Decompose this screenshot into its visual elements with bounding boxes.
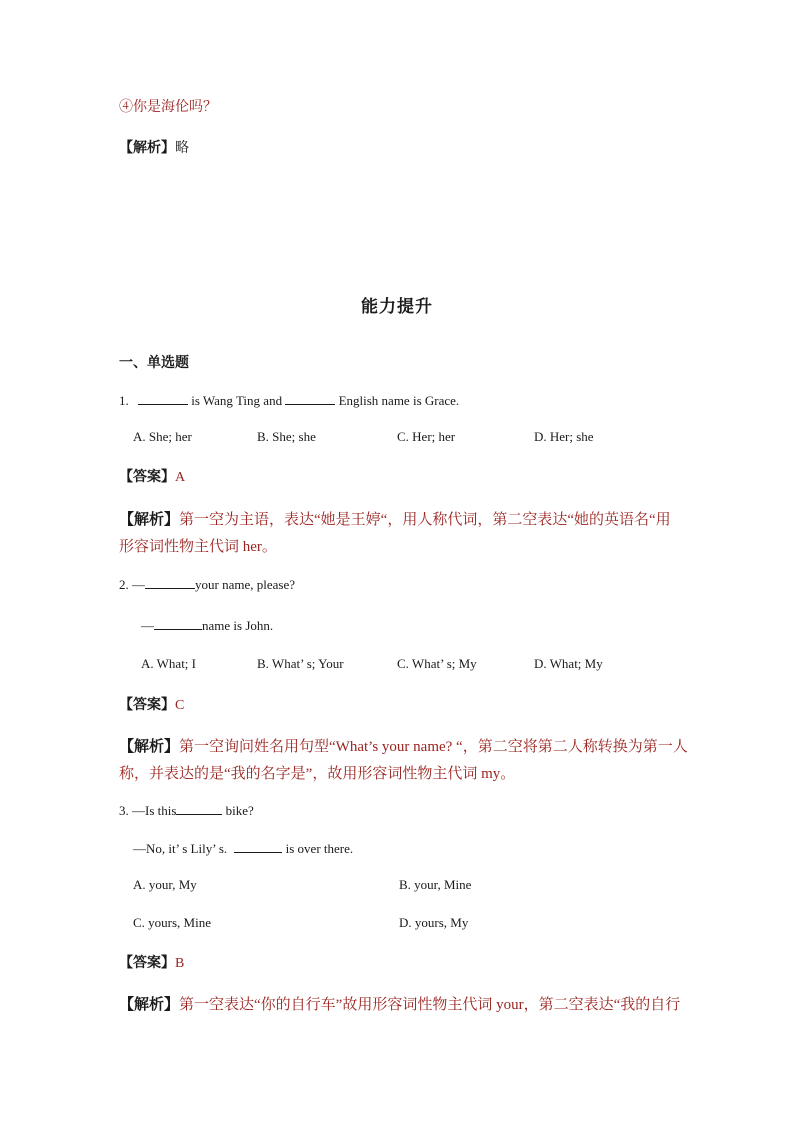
question-1-stem (119, 392, 459, 409)
question-3-reply (133, 840, 353, 857)
analysis-text: 略 (175, 141, 189, 156)
stem-text: bike? (225, 803, 254, 818)
question-1-analysis-line2: 形容词性物主代词 her。 (119, 539, 277, 555)
stem-text: English name is Grace. (338, 393, 460, 408)
stem-text: is over there. (285, 841, 354, 856)
answer-value: A (175, 470, 186, 485)
section-title: 能力提升 (361, 297, 433, 316)
question-3-stem (119, 802, 254, 819)
stem-text: name is John. (202, 618, 274, 633)
answer-blank (154, 617, 202, 630)
stem-text: —Is this (132, 803, 177, 818)
option-c: C. What’ s; My (397, 656, 477, 671)
stem-text: your name, please? (195, 577, 295, 592)
question-1-answer (119, 466, 185, 486)
question-2-stem (119, 576, 295, 593)
question-2-answer (119, 694, 184, 714)
part-heading: 一、单选题 (119, 356, 189, 371)
analysis-tag: 【解析】 (119, 141, 175, 156)
option-d: D. What; My (534, 656, 603, 671)
option-b: B. What’ s; Your (257, 656, 344, 671)
option-a: A. She; her (133, 429, 192, 444)
top-analysis (119, 137, 189, 157)
option-b: B. She; she (257, 429, 316, 444)
stem-text: —No, it’ s Lily’ s. (133, 841, 228, 856)
question-2-reply (141, 617, 273, 634)
analysis-tag: 【解析】 (119, 739, 180, 755)
option-d: D. yours, My (399, 915, 469, 930)
analysis-text: 第一空表达“你的自行车”故用形容词性物主代词 your，第二空表达“我的自行 (179, 997, 681, 1013)
answer-blank (145, 576, 195, 589)
analysis-text: 第一空询问姓名用句型“What’s your name? “，第二空将第二人称转换为第一人 (179, 739, 688, 755)
question-3-answer (119, 952, 184, 972)
question-1-analysis-line1 (119, 508, 671, 529)
question-3-analysis-line1 (119, 993, 680, 1014)
answer-blank (176, 802, 222, 815)
question-2-analysis-line1 (119, 735, 688, 756)
analysis-text: 第一空为主语，表达“她是王婷“，用人称代词，第二空表达“她的英语名“用 (179, 512, 671, 528)
question-2-analysis-line2: 称，并表达的是“我的名字是”，故用形容词性物主代词 my。 (119, 766, 516, 782)
option-b: B. your, Mine (399, 877, 472, 892)
answer-tag: 【答案】 (119, 956, 175, 971)
answer-tag: 【答案】 (119, 698, 175, 713)
option-c: C. Her; her (397, 429, 456, 444)
option-a: A. your, My (133, 877, 197, 892)
answer-blank (285, 392, 335, 405)
answer-value: B (175, 956, 185, 971)
answer-blank (234, 840, 282, 853)
dash: — (141, 618, 154, 633)
answer-value: C (175, 698, 185, 713)
option-d: D. Her; she (534, 429, 594, 444)
answer-blank (138, 392, 188, 405)
stem-text: is Wang Ting and (191, 393, 283, 408)
analysis-tag: 【解析】 (119, 512, 180, 528)
question-number: 3. (119, 803, 129, 818)
analysis-tag: 【解析】 (119, 997, 180, 1013)
question-number: 1. (119, 393, 129, 408)
item-4-translation: ④你是海伦吗？ (119, 100, 217, 115)
option-c: C. yours, Mine (133, 915, 211, 930)
answer-tag: 【答案】 (119, 470, 175, 485)
question-number: 2. — (119, 577, 145, 592)
option-a: A. What; I (141, 656, 196, 671)
